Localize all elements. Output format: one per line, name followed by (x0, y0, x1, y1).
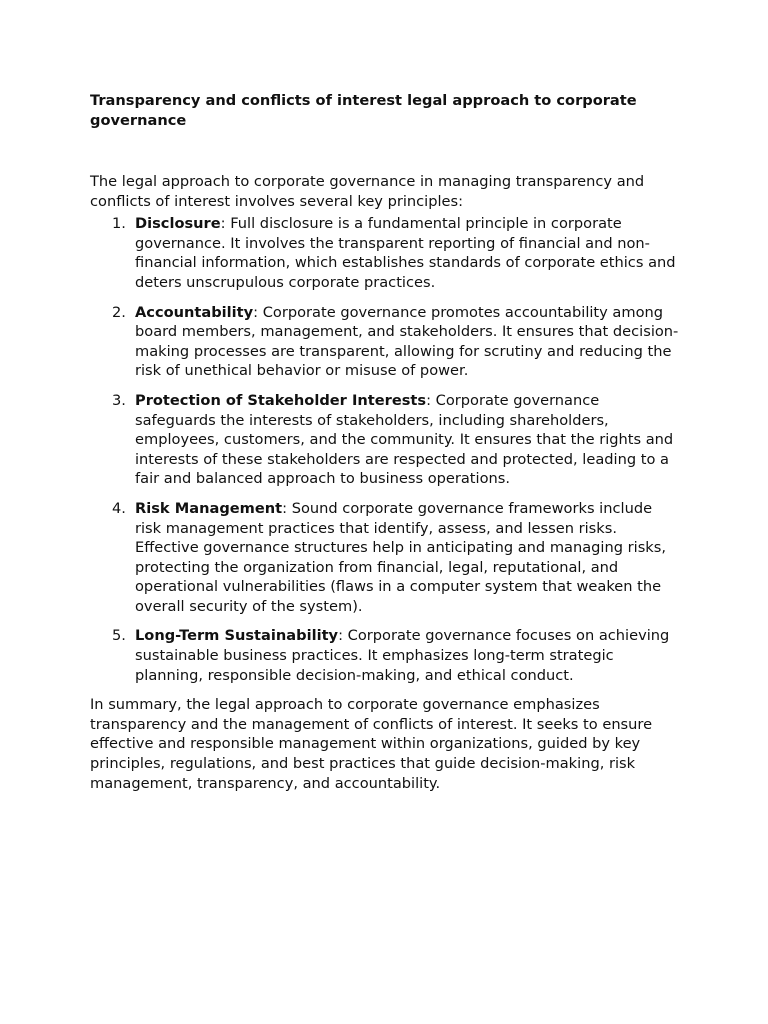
list-item-term: Accountability (135, 303, 254, 321)
document-title: Transparency and conflicts of interest legal approach to corporate governance (90, 92, 637, 129)
list-item-term: Protection of Stakeholder Interests (135, 391, 427, 409)
list-item-text: : Corporate governance safeguards the interests of stakeholders, including shareholders, employees, customers, and the community. It ensures that the rights and interests of these stakeholders are respected and protected, leading to a fair and balanced approach to business operations. (135, 391, 674, 488)
list-item-accountability (90, 303, 680, 381)
list-item-text: : Sound corporate governance frameworks include risk management practices that identify, assess, and lessen risks. Effective governance structures help in anticipating and managing risks, protecting the organization from financial, legal, reputational, and operational vulnerabilities (flaws in a computer system that weaken the overall security of the system). (135, 499, 666, 615)
list-item-term: Disclosure (135, 215, 221, 233)
list-item-number: 3. (112, 391, 126, 409)
list-item-text: : Corporate governance promotes accountability among board members, management, and stakeholders. It ensures that decision-making processes are transparent, allowing for scrutiny and reducing the risk of unethical behavior or misuse of power. (135, 303, 679, 380)
list-item-term: Risk Management (135, 499, 283, 517)
list-item-risk-management (90, 499, 680, 617)
list-item-text: : Full disclosure is a fundamental principle in corporate governance. It involves the transparent reporting of financial and non-financial information, which establishes standards of corporate ethics and deters unscrupulous corporate practices. (135, 215, 676, 291)
list-item-term: Long-Term Sustainability (135, 627, 339, 645)
list-item-number: 1. (112, 215, 126, 233)
list-item-number: 4. (112, 499, 126, 517)
principles-list (90, 214, 680, 685)
summary-paragraph: In summary, the legal approach to corporate governance emphasizes transparency and the management of conflicts of interest. It seeks to ensure effective and responsible management within organizations, guided by key principles, regulations, and best practices that guide decision-making, risk management, transparency, and accountability. (90, 696, 653, 792)
intro-paragraph: The legal approach to corporate governance in managing transparency and conflicts of interest involves several key principles: (90, 173, 645, 210)
list-item-number: 5. (112, 627, 126, 645)
list-item-text: : Corporate governance focuses on achieving sustainable business practices. It emphasizes long-term strategic planning, responsible decision-making, and ethical conduct. (135, 627, 670, 684)
list-item-sustainability (90, 626, 680, 685)
list-item-disclosure (90, 214, 680, 292)
document-page (90, 91, 680, 793)
list-item-number: 2. (112, 303, 126, 321)
list-item-stakeholder-interests (90, 391, 680, 489)
